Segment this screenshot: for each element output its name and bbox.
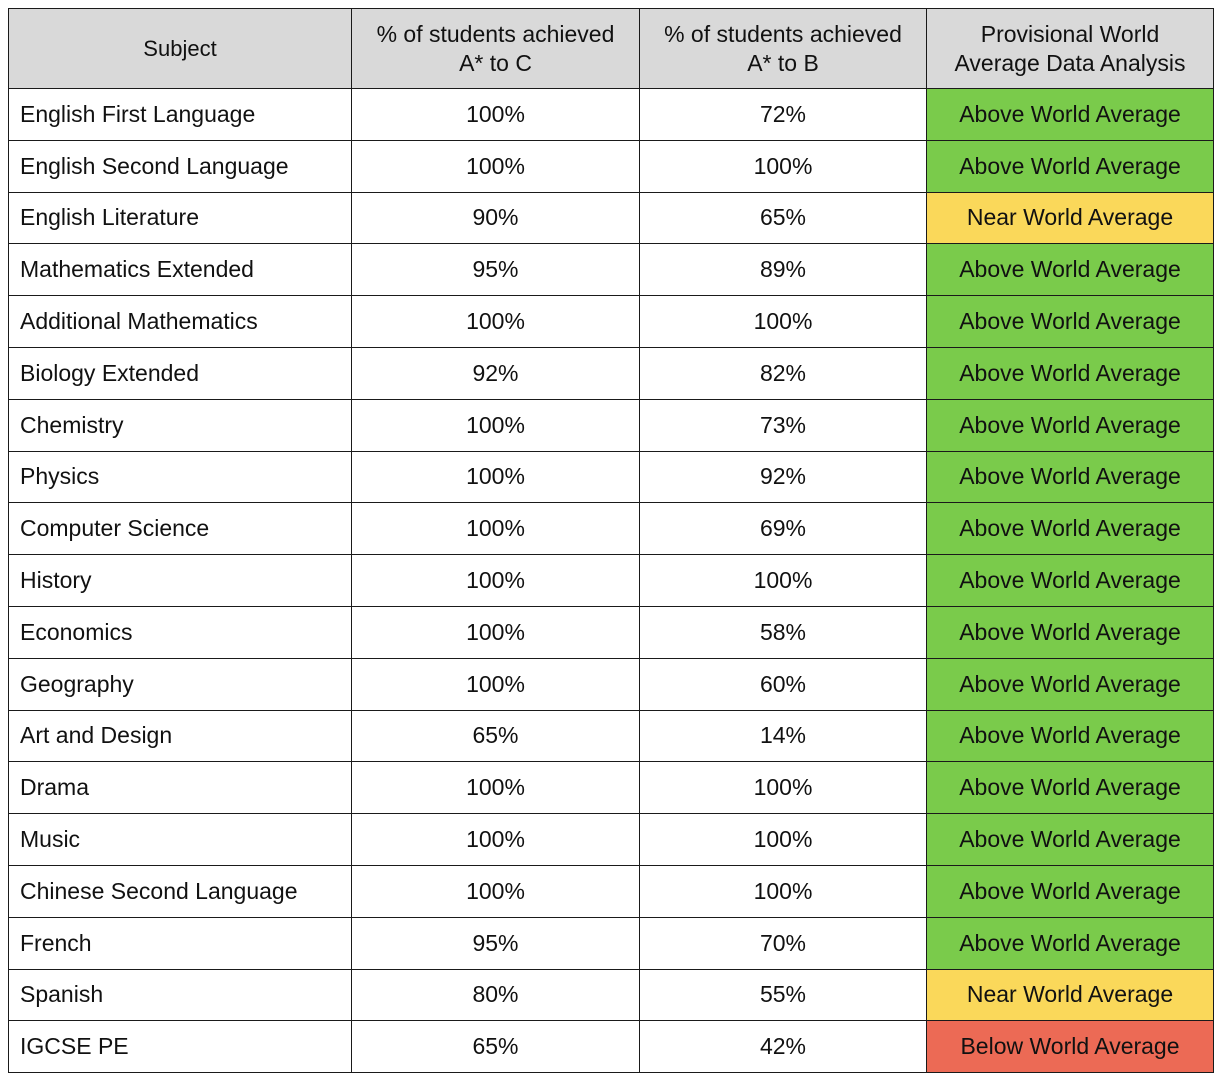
a-star-to-b-cell: 14% [640, 710, 927, 762]
a-star-to-c-cell: 100% [352, 399, 640, 451]
analysis-status-cell: Near World Average [927, 969, 1214, 1021]
table-row [9, 814, 1214, 866]
table-row [9, 399, 1214, 451]
a-star-to-b-cell: 65% [640, 192, 927, 244]
analysis-status-cell: Below World Average [927, 1021, 1214, 1073]
subject-cell: Computer Science [9, 503, 352, 555]
subject-cell: Drama [9, 762, 352, 814]
analysis-status-cell: Above World Average [927, 555, 1214, 607]
subject-cell: Additional Mathematics [9, 296, 352, 348]
subject-cell: English Second Language [9, 140, 352, 192]
table-row [9, 555, 1214, 607]
analysis-status-cell: Above World Average [927, 814, 1214, 866]
a-star-to-b-cell: 100% [640, 762, 927, 814]
a-star-to-b-cell: 100% [640, 814, 927, 866]
a-star-to-b-cell: 70% [640, 917, 927, 969]
a-star-to-c-cell: 95% [352, 917, 640, 969]
a-star-to-c-cell: 95% [352, 244, 640, 296]
header-row [9, 9, 1214, 89]
subject-cell: French [9, 917, 352, 969]
analysis-status-cell: Near World Average [927, 192, 1214, 244]
table-row [9, 192, 1214, 244]
subject-cell: IGCSE PE [9, 1021, 352, 1073]
a-star-to-b-column-header: % of students achieved A* to B [640, 9, 927, 89]
table-row [9, 244, 1214, 296]
a-star-to-b-cell: 92% [640, 451, 927, 503]
a-star-to-b-cell: 100% [640, 140, 927, 192]
analysis-status-cell: Above World Average [927, 399, 1214, 451]
subject-column-header: Subject [9, 9, 352, 89]
table-row [9, 658, 1214, 710]
a-star-to-b-cell: 42% [640, 1021, 927, 1073]
a-star-to-c-cell: 100% [352, 140, 640, 192]
analysis-status-cell: Above World Average [927, 917, 1214, 969]
table-row [9, 710, 1214, 762]
table-row [9, 606, 1214, 658]
table-row [9, 89, 1214, 141]
a-star-to-b-cell: 72% [640, 89, 927, 141]
table-row [9, 503, 1214, 555]
a-star-to-c-cell: 100% [352, 451, 640, 503]
a-star-to-c-column-header: % of students achieved A* to C [352, 9, 640, 89]
subject-cell: Spanish [9, 969, 352, 1021]
a-star-to-c-cell: 100% [352, 658, 640, 710]
subject-cell: Mathematics Extended [9, 244, 352, 296]
a-star-to-c-cell: 100% [352, 503, 640, 555]
analysis-column-header: Provisional World Average Data Analysis [927, 9, 1214, 89]
a-star-to-b-cell: 100% [640, 555, 927, 607]
a-star-to-b-cell: 89% [640, 244, 927, 296]
a-star-to-c-cell: 100% [352, 865, 640, 917]
a-star-to-b-cell: 55% [640, 969, 927, 1021]
analysis-status-cell: Above World Average [927, 347, 1214, 399]
subject-cell: Chinese Second Language [9, 865, 352, 917]
subject-cell: Economics [9, 606, 352, 658]
table-row [9, 296, 1214, 348]
table-row [9, 917, 1214, 969]
a-star-to-c-cell: 100% [352, 606, 640, 658]
a-star-to-b-cell: 82% [640, 347, 927, 399]
a-star-to-c-cell: 80% [352, 969, 640, 1021]
table-row [9, 140, 1214, 192]
a-star-to-c-cell: 90% [352, 192, 640, 244]
a-star-to-b-cell: 60% [640, 658, 927, 710]
a-star-to-b-cell: 100% [640, 296, 927, 348]
analysis-status-cell: Above World Average [927, 710, 1214, 762]
table-header [9, 9, 1214, 89]
table-row [9, 865, 1214, 917]
analysis-status-cell: Above World Average [927, 503, 1214, 555]
subject-cell: English Literature [9, 192, 352, 244]
a-star-to-c-cell: 92% [352, 347, 640, 399]
a-star-to-c-cell: 65% [352, 710, 640, 762]
analysis-status-cell: Above World Average [927, 658, 1214, 710]
a-star-to-c-cell: 65% [352, 1021, 640, 1073]
analysis-status-cell: Above World Average [927, 451, 1214, 503]
analysis-status-cell: Above World Average [927, 89, 1214, 141]
a-star-to-c-cell: 100% [352, 296, 640, 348]
a-star-to-b-cell: 100% [640, 865, 927, 917]
subject-cell: Physics [9, 451, 352, 503]
analysis-status-cell: Above World Average [927, 244, 1214, 296]
subject-cell: Chemistry [9, 399, 352, 451]
analysis-status-cell: Above World Average [927, 606, 1214, 658]
a-star-to-b-cell: 58% [640, 606, 927, 658]
analysis-status-cell: Above World Average [927, 296, 1214, 348]
a-star-to-c-cell: 100% [352, 555, 640, 607]
table-row [9, 451, 1214, 503]
table-row [9, 969, 1214, 1021]
analysis-status-cell: Above World Average [927, 140, 1214, 192]
analysis-status-cell: Above World Average [927, 762, 1214, 814]
subject-cell: English First Language [9, 89, 352, 141]
table-row [9, 347, 1214, 399]
table-body [9, 89, 1214, 1073]
analysis-status-cell: Above World Average [927, 865, 1214, 917]
subject-cell: Geography [9, 658, 352, 710]
results-table [8, 8, 1214, 1073]
a-star-to-c-cell: 100% [352, 89, 640, 141]
a-star-to-b-cell: 73% [640, 399, 927, 451]
subject-cell: Biology Extended [9, 347, 352, 399]
subject-cell: History [9, 555, 352, 607]
a-star-to-c-cell: 100% [352, 762, 640, 814]
subject-cell: Art and Design [9, 710, 352, 762]
a-star-to-b-cell: 69% [640, 503, 927, 555]
table-row [9, 1021, 1214, 1073]
subject-cell: Music [9, 814, 352, 866]
table-row [9, 762, 1214, 814]
a-star-to-c-cell: 100% [352, 814, 640, 866]
